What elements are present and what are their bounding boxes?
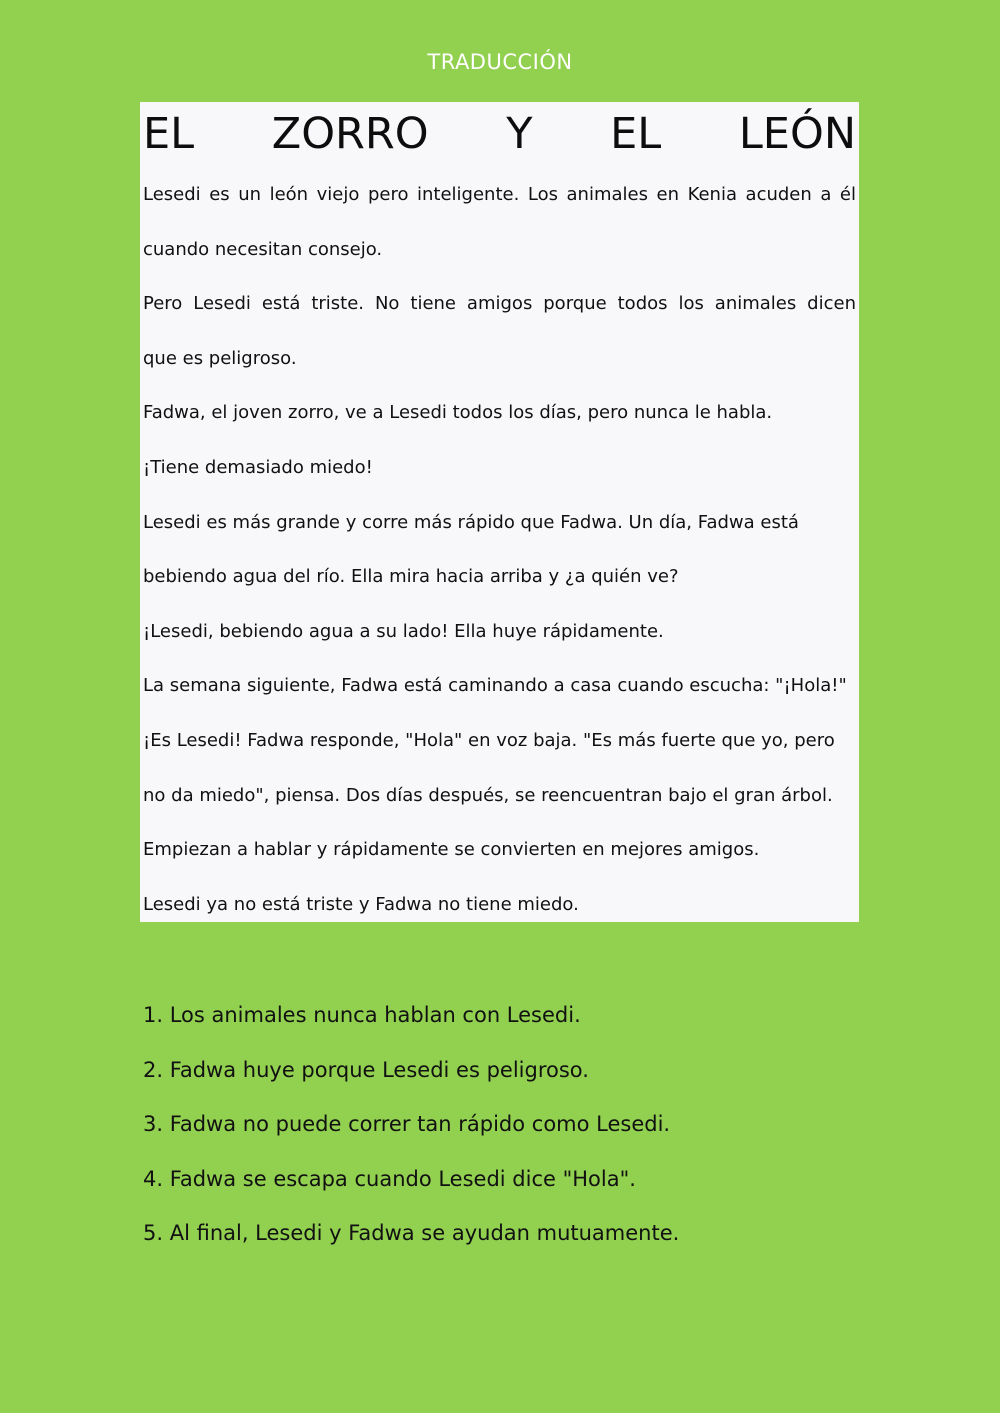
story-line: Empiezan a hablar y rápidamente se convierten en mejores amigos.: [143, 839, 760, 861]
page-header-label: TRADUCCIÓN: [427, 50, 573, 74]
story-line: ¡Es Lesedi! Fadwa responde, "Hola" en voz baja. "Es más fuerte que yo, pero: [143, 729, 835, 751]
story-line: Fadwa, el joven zorro, ve a Lesedi todos los días, pero nunca le habla.: [143, 402, 773, 424]
story-line: La semana siguiente, Fadwa está caminando a casa cuando escucha: "¡Hola!": [143, 675, 847, 697]
story-line: ¡Tiene demasiado miedo!: [143, 456, 373, 478]
story-line: Lesedi ya no está triste y Fadwa no tiene miedo.: [143, 893, 579, 915]
story-line: Pero Lesedi está triste. No tiene amigos porque todos los animales dicen: [143, 293, 856, 315]
question-item-1: 1. Los animales nunca hablan con Lesedi.: [143, 1003, 581, 1027]
story-line: cuando necesitan consejo.: [143, 238, 383, 260]
story-line: no da miedo", piensa. Dos días después, se reencuentran bajo el gran árbol.: [143, 784, 833, 806]
story-line: Lesedi es más grande y corre más rápido que Fadwa. Un día, Fadwa está: [143, 511, 799, 533]
title-word: Y: [506, 109, 533, 159]
title-word: EL: [610, 109, 662, 159]
title-word: EL: [143, 109, 195, 159]
story-line: que es peligroso.: [143, 347, 297, 369]
title-word: LEÓN: [738, 109, 856, 159]
story-box: [140, 102, 859, 922]
story-body: [143, 168, 856, 932]
story-line: ¡Lesedi, bebiendo agua a su lado! Ella huye rápidamente.: [143, 620, 664, 642]
story-line: Lesedi es un león viejo pero inteligente. Los animales en Kenia acuden a él: [143, 184, 856, 205]
question-item-5: 5. Al final, Lesedi y Fadwa se ayudan mutuamente.: [143, 1221, 680, 1245]
question-item-2: 2. Fadwa huye porque Lesedi es peligroso.: [143, 1057, 589, 1082]
title-word: ZORRO: [271, 109, 429, 159]
story-line: bebiendo agua del río. Ella mira hacia arriba y ¿a quién ve?: [143, 566, 679, 588]
story-title: [143, 104, 856, 168]
questions-list: [143, 988, 863, 1261]
question-item-4: 4. Fadwa se escapa cuando Lesedi dice "Hola".: [143, 1166, 636, 1191]
question-item-3: 3. Fadwa no puede correr tan rápido como Lesedi.: [143, 1112, 671, 1136]
